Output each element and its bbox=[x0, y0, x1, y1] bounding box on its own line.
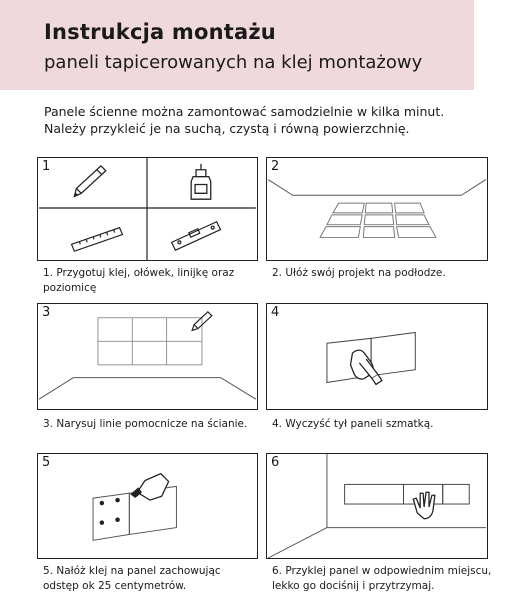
intro-line-1: Panele ścienne można zamontować samodzielnie w kilka minut. bbox=[44, 104, 445, 119]
step-5-caption bbox=[43, 564, 263, 594]
cloth-hand-icon bbox=[351, 350, 382, 384]
intro-line-2: Należy przykleić je na suchą, czystą i równą powierzchnię. bbox=[44, 121, 410, 136]
step-5-caption-line-2: odstęp ok 25 centymetrów. bbox=[43, 580, 187, 592]
step-6-illustration bbox=[267, 454, 487, 558]
page-subtitle: paneli tapicerowanych na klej montażowy bbox=[44, 52, 423, 73]
intro-text bbox=[44, 103, 484, 137]
glue-bottle-icon bbox=[131, 474, 168, 500]
step-4-panel bbox=[266, 303, 488, 410]
page-title: Instrukcja montażu bbox=[44, 20, 276, 44]
step-1-caption-line-2: poziomicę bbox=[43, 282, 97, 294]
step-6-caption bbox=[272, 564, 497, 594]
ruler-icon bbox=[71, 228, 122, 252]
step-2-number: 2 bbox=[271, 159, 280, 174]
step-6-number: 6 bbox=[271, 455, 280, 470]
floor-panel-layout bbox=[320, 203, 436, 237]
step-4-number: 4 bbox=[271, 305, 280, 320]
step-2-caption-line-1: 2. Ułóż swój projekt na podłodze. bbox=[272, 267, 446, 279]
step-1-caption bbox=[43, 266, 263, 296]
step-3-panel bbox=[37, 303, 258, 410]
step-4-caption-line-1: 4. Wyczyść tył paneli szmatką. bbox=[272, 418, 434, 430]
step-3-caption bbox=[43, 417, 263, 432]
step-5-number: 5 bbox=[42, 455, 51, 470]
step-6-caption-line-1: 6. Przyklej panel w odpowiednim miejscu, bbox=[272, 565, 492, 577]
step-1-caption-line-1: 1. Przygotuj klej, ołówek, linijkę oraz bbox=[43, 267, 235, 279]
wall-guide-lines bbox=[98, 318, 202, 365]
header-banner bbox=[0, 0, 474, 90]
spirit-level-icon bbox=[172, 222, 221, 250]
step-2-caption bbox=[272, 266, 492, 281]
step-2-panel bbox=[266, 157, 488, 261]
glue-bottle-icon bbox=[191, 164, 211, 199]
step-1-number: 1 bbox=[42, 159, 51, 174]
step-6-panel bbox=[266, 453, 488, 559]
step-5-caption-line-1: 5. Nałóż klej na panel zachowując bbox=[43, 565, 221, 577]
step-3-caption-line-1: 3. Narysuj linie pomocnicze na ścianie. bbox=[43, 418, 248, 430]
step-1-illustration bbox=[38, 158, 257, 260]
step-3-illustration bbox=[38, 304, 257, 409]
pencil-icon bbox=[74, 166, 105, 196]
step-2-illustration bbox=[267, 158, 487, 260]
step-5-panel bbox=[37, 453, 258, 559]
glue-dots bbox=[100, 498, 120, 525]
step-4-illustration bbox=[267, 304, 487, 409]
step-6-caption-line-2: lekko go dociśnij i przytrzymaj. bbox=[272, 580, 435, 592]
panels-row bbox=[345, 484, 470, 504]
step-5-illustration bbox=[38, 454, 257, 558]
hand-icon bbox=[413, 492, 435, 518]
step-1-panel bbox=[37, 157, 258, 261]
step-4-caption bbox=[272, 417, 492, 432]
step-3-number: 3 bbox=[42, 305, 51, 320]
